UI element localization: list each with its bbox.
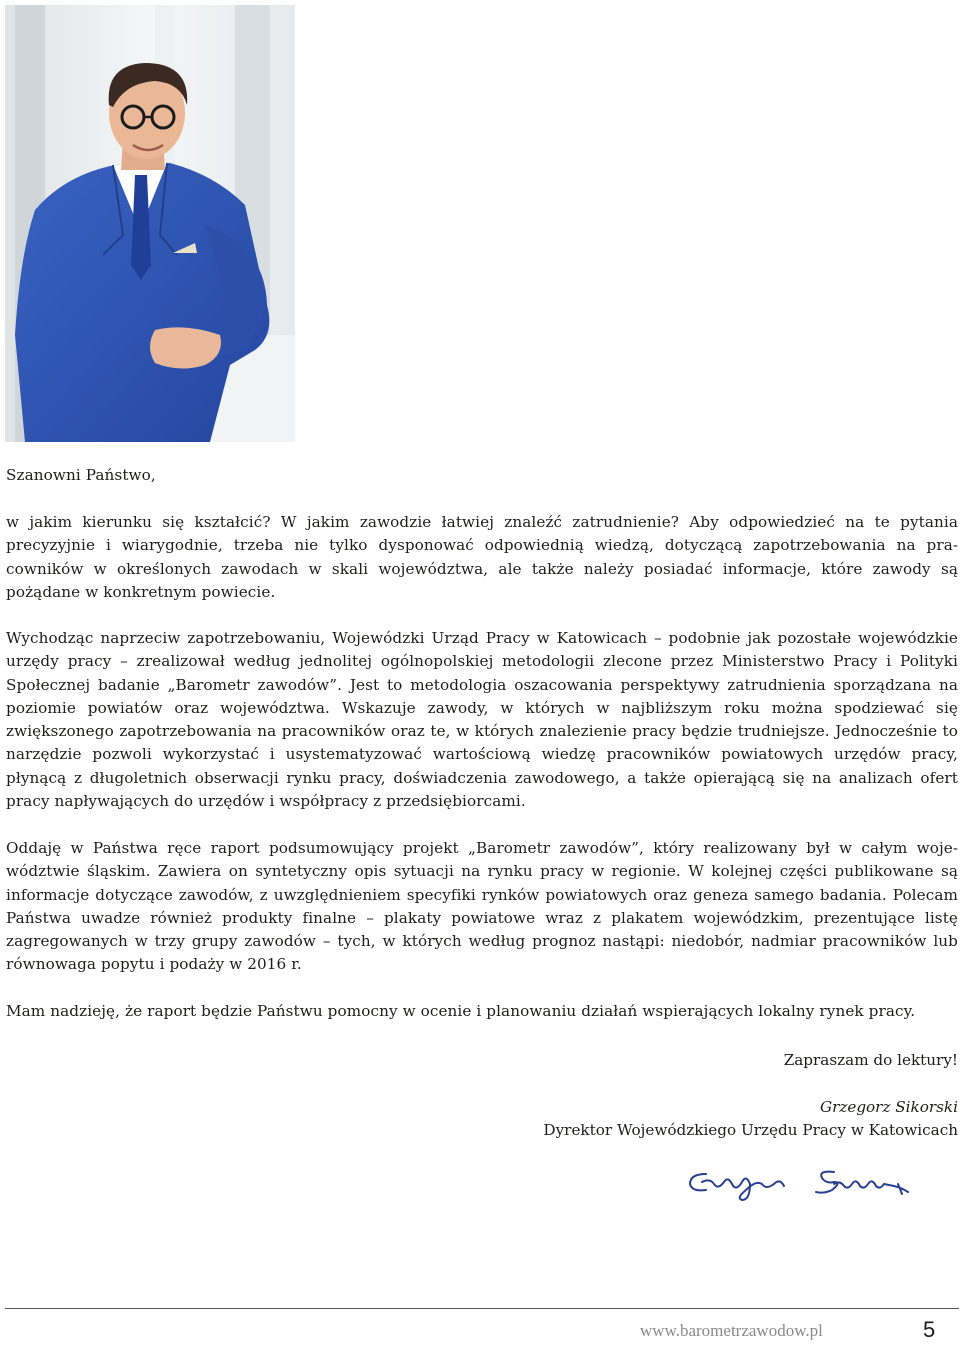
handwritten-signature bbox=[684, 1160, 914, 1206]
paragraph-text: Oddaję w Państwa ręce raport podsumowujący projekt „Barometr zawodów”, który realizowany był w całym województwie śląskim. Zawiera on syntetyczny opis sytuacji na rynku pracy w regionie. W kolejnej części publikowane są informacje dotyczące zawodów, z uwzględnieniem specyfiki rynków powiatowych oraz geneza samego badania. Polecam Państwa uwadze również produkty finalne – plakaty powiatowe wraz z plakatem wojewódzkim, prezentujące listę zagregowanych w trzy grupy zawodów – tych, w których według prognoz nastąpi: niedobór, nadmiar pracowników lub równowaga popytu i podaży w 2016 r. bbox=[6, 839, 958, 974]
paragraph-text: w jakim kierunku się kształcić? W jakim zawodzie łatwiej znaleźć zatrudnienie? Aby odpowiedzieć na te pytania precyzyjnie i wiarygodnie, trzeba nie tylko dysponować odpowiednią wiedzą, dotyczącą zapotrzebowania na pracowników w określonych zawodach w skali województwa, ale także należy posiadać informacje, które zawody są pożądane w konkretnym powiecie. bbox=[6, 513, 958, 601]
letter-paragraph bbox=[6, 837, 958, 977]
footer-divider bbox=[5, 1308, 959, 1309]
letter-paragraph bbox=[6, 1000, 958, 1023]
portrait-photo bbox=[5, 5, 295, 442]
signatory-name: Grzegorz Sikorski bbox=[819, 1098, 958, 1116]
signatory-title: Dyrektor Wojewódzkiego Urzędu Pracy w Katowicach bbox=[543, 1121, 958, 1139]
letter-paragraph bbox=[6, 627, 958, 813]
closing-line: Zapraszam do lektury! bbox=[783, 1051, 958, 1069]
letter-paragraph bbox=[6, 511, 958, 604]
page-number: 5 bbox=[923, 1317, 936, 1342]
paragraph-text: Mam nadzieję, że raport będzie Państwu pomocny w ocenie i planowaniu działań wspierających lokalny rynek pracy. bbox=[6, 1002, 916, 1020]
greeting: Szanowni Państwo, bbox=[6, 466, 156, 484]
footer-website-link[interactable]: www.barometrzawodow.pl bbox=[640, 1321, 823, 1340]
paragraph-text: Wychodząc naprzeciw zapotrzebowaniu, Wojewódzki Urząd Pracy w Katowicach – podobnie jak pozostałe wojewódzkie urzędy pracy – zrealizował według jednolitej ogólnopolskiej metodologii zlecone przez Ministerstwo Pracy i Polityki Społecznej badanie „Barometr zawodów”. Jest to metodologia oszacowania perspektywy zatrudnienia sporządzana na poziomie powiatów oraz województwa. Wskazuje zawody, w których w najbliższym roku można spodziewać się zwiększonego zapotrzebowania na pracowników oraz te, w których znalezienie pracy będzie trudniejsze. Jednocześnie to narzędzie pozwoli wykorzystać i usystematyzować wartościową wiedzę pracowników powiatowych urzędów pracy, płynącą z długoletnich obserwacji rynku pracy, doświadczenia zawodowego, a także opierającą się na analizach ofert pracy napływających do urzędów i współpracy z przedsiębiorcami. bbox=[6, 629, 958, 811]
